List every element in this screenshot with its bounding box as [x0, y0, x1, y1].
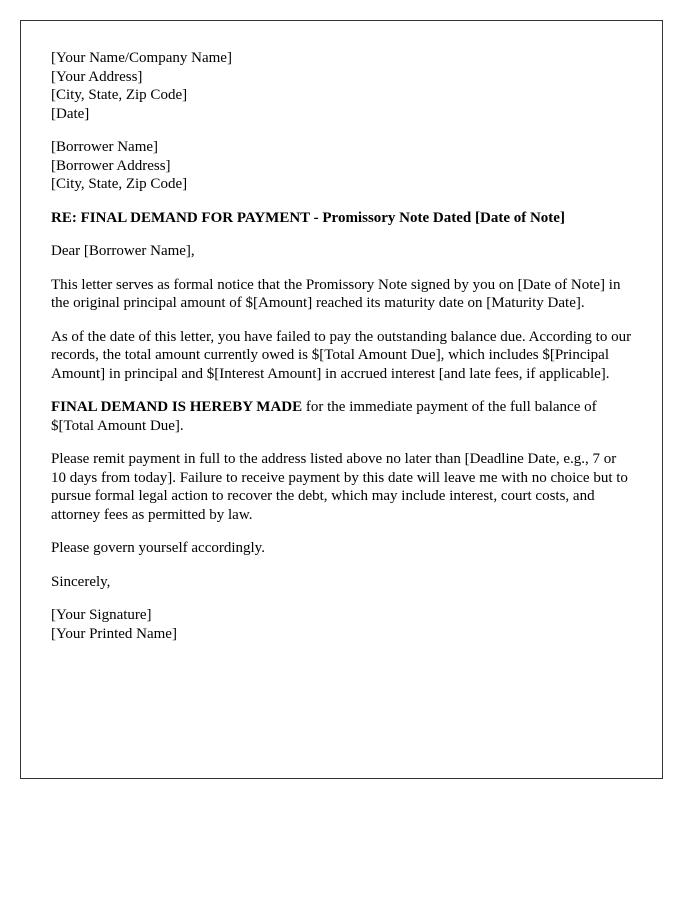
recipient-address: [Borrower Address]	[51, 157, 171, 174]
sender-block	[51, 49, 632, 123]
signature-block	[51, 606, 632, 643]
signature-placeholder: [Your Signature]	[51, 607, 152, 623]
paragraph-failure: As of the date of this letter, you have failed to pay the outstanding balance due. According to our records, the total amount currently owed is $[Total Amount Due], which includes $[Principal Amount] in principal and $[Interest Amount] in accrued interest [and late fees, if applicable].	[51, 328, 632, 382]
recipient-block	[51, 138, 632, 194]
demand-bold-text: FINAL DEMAND IS HEREBY MADE	[51, 399, 303, 415]
sender-name: [Your Name/Company Name]	[51, 50, 232, 66]
recipient-name: [Borrower Name]	[51, 139, 159, 155]
demand-rest-text: for the immediate payment of the full balance of $[Total Amount Due].	[51, 399, 597, 434]
printed-name-placeholder: [Your Printed Name]	[51, 625, 177, 642]
recipient-city-state-zip: [City, State, Zip Code]	[51, 176, 188, 192]
subject-line: RE: FINAL DEMAND FOR PAYMENT - Promissory Note Dated [Date of Note]	[51, 209, 565, 226]
letter-page	[20, 20, 663, 779]
paragraph-demand	[51, 398, 632, 435]
paragraph-remit: Please remit payment in full to the address listed above no later than [Deadline Date, e.g., 7 or 10 days from today]. Failure to receive payment by this date will leave me with no choice but to pursue formal legal action to recover the debt, which may include interest, court costs, and attorney fees as permitted by law.	[51, 451, 628, 523]
closing: Sincerely,	[51, 573, 111, 590]
sender-city-state-zip: [City, State, Zip Code]	[51, 87, 188, 103]
paragraph-notice: This letter serves as formal notice that the Promissory Note signed by you on [Date of Note] in the original principal amount of $[Amount] reached its maturity date on [Maturity Date].	[51, 276, 621, 311]
sender-address: [Your Address]	[51, 68, 143, 85]
paragraph-govern: Please govern yourself accordingly.	[51, 540, 265, 556]
salutation: Dear [Borrower Name],	[51, 243, 195, 259]
letter-date: [Date]	[51, 105, 90, 122]
